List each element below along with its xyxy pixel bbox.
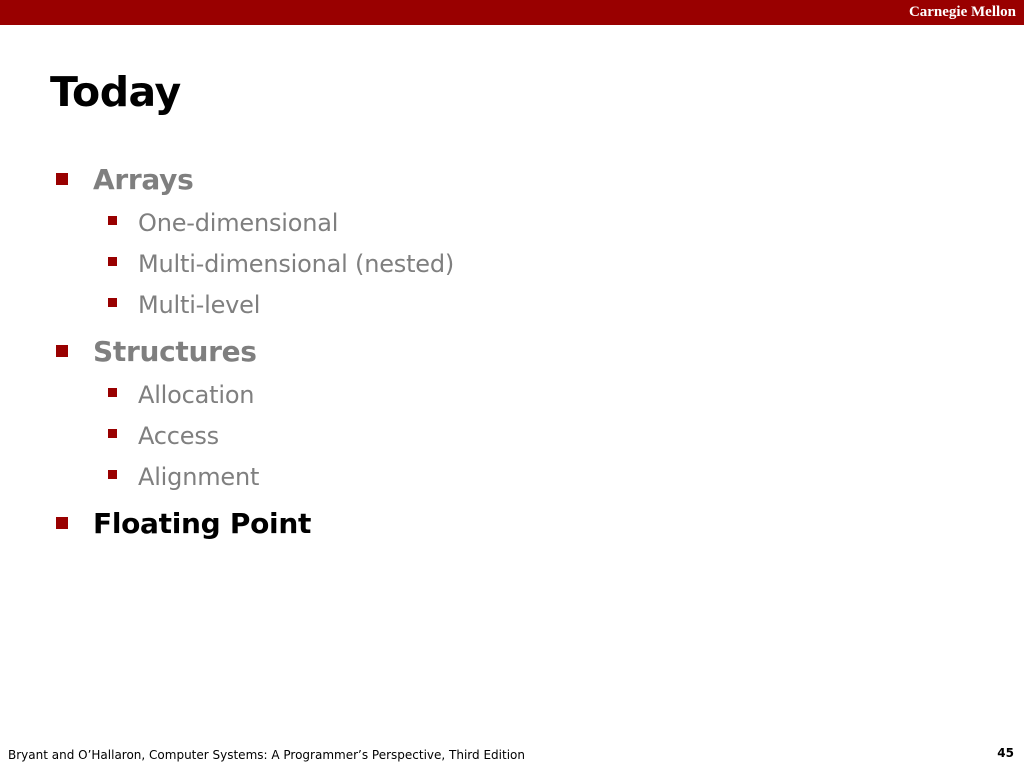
square-bullet-icon	[108, 216, 117, 225]
outline-item-floating-point	[56, 506, 311, 540]
outline-subitem-access	[108, 421, 219, 451]
outline-subitem-multi-dimensional	[108, 249, 454, 279]
square-bullet-icon	[108, 388, 117, 397]
square-bullet-icon	[56, 345, 68, 357]
page-number: 45	[997, 746, 1014, 760]
outline-subitem-label: Access	[138, 422, 219, 450]
outline-subitem-alignment	[108, 462, 259, 492]
outline-subitem-label: Multi-level	[138, 291, 261, 319]
footer-citation: Bryant and O’Hallaron, Computer Systems: A Programmer’s Perspective, Third Edition	[8, 748, 525, 762]
outline-item-label: Arrays	[93, 162, 194, 196]
outline-subitem-one-dimensional	[108, 208, 338, 238]
outline-item-arrays	[56, 162, 193, 196]
outline-item-structures	[56, 334, 257, 368]
outline-item-label: Structures	[93, 334, 257, 368]
square-bullet-icon	[108, 470, 117, 479]
outline-item-label: Floating Point	[93, 506, 312, 540]
square-bullet-icon	[56, 517, 68, 529]
square-bullet-icon	[108, 257, 117, 266]
outline-subitem-label: Multi-dimensional (nested)	[138, 250, 455, 278]
brand-label: Carnegie Mellon	[908, 4, 1016, 20]
outline-subitem-allocation	[108, 380, 254, 410]
outline-subitem-label: One-dimensional	[138, 209, 339, 237]
square-bullet-icon	[108, 298, 117, 307]
outline-subitem-multi-level	[108, 290, 260, 320]
outline-subitem-label: Allocation	[138, 381, 255, 409]
square-bullet-icon	[108, 429, 117, 438]
square-bullet-icon	[56, 173, 68, 185]
outline-subitem-label: Alignment	[138, 463, 260, 491]
slide-title: Today	[50, 68, 181, 116]
